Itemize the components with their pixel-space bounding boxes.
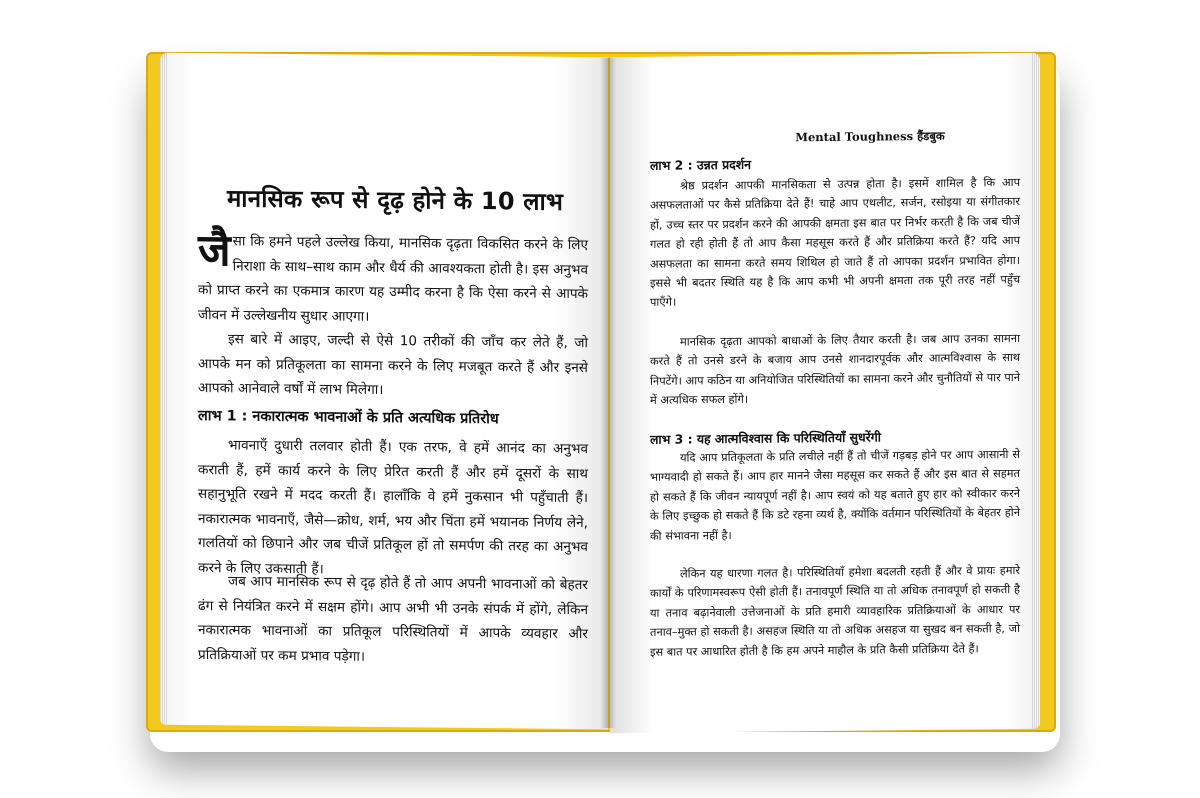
benefit-2-paragraph-1: श्रेष्ठ प्रदर्शन आपकी मानसिकता से उत्पन्न होता है। इसमें शामिल है कि आप असफलताओं पर कैसे प्रतिक्रिया देते हैं! चाहे आप एथलीट, सर्जन, रसोइया या संगीतकार हों, उच्च स्तर पर प्रदर्शन करने की आपकी क्षमता इस बात पर निर्भर करती है कि जब चीजें गलत हो रही होती हैं तो आप कैसा महसूस करते हैं और प्रतिक्रिया करते हैं? यदि आप असफलता का सामना करते समय शिथिल हो जाते हैं तो आपका प्रदर्शन प्रभावित होगा। इससे भी बदतर स्थिति यह है कि आप कभी भी अपनी क्षमता तक पूरी तरह नहीं पहुँच पाएँगे। xyxy=(650,175,1020,310)
intro-paragraph-2: इस बारे में आइए, जल्दी से ऐसे 10 तरीकों की जाँच कर लेते हैं, जो आपके मन को प्रतिकूलता का सामना करने के लिए मजबूत करते हैं और इनसे आपको आनेवाले वर्षों में लाभ मिलेगा। xyxy=(198,331,588,399)
book-gutter xyxy=(600,58,616,728)
benefit-1-paragraph-2: जब आप मानसिक रूप से दृढ़ होते हैं तो आप अपनी भावनाओं को बेहतर ढंग से नियंत्रित करने में सक्षम होंगे। आप अभी भी उनके संपर्क में होंगे, लेकिन नकारात्मक भावनाओं का प्रतिकूल परिस्थितियों में आपके व्यवहार और प्रतिक्रियाओं पर कम प्रभाव पड़ेगा। xyxy=(198,573,588,665)
benefit-3-paragraph-1: यदि आप प्रतिकूलता के प्रति लचीले नहीं हैं तो चीजें गड़बड़ होने पर आप आसानी से भाग्यवादी हो सकते हैं। आप हार मानने जैसा महसूस कर सकते हैं और इस बात से सहमत हो सकते हैं कि जीवन न्यायपूर्ण नहीं है। आप स्वयं को यह बताते हुए हार को स्वीकार करने के लिए इच्छुक हो सकते हैं कि डटे रहना व्यर्थ है, क्योंकि वर्तमान परिस्थितियों के बेहतर होने की संभावना नहीं है। xyxy=(650,447,1020,543)
left-page-edge xyxy=(160,53,168,725)
chapter-title: मानसिक रूप से दृढ़ होने के 10 लाभ xyxy=(226,184,564,216)
benefit-3-paragraph-2: लेकिन यह धारणा गलत है। परिस्थितियाँ हमेशा बदलती रहती हैं और वे प्रायः हमारे कार्यों के परिणामस्वरूप ऐसी होती हैं। तनावपूर्ण स्थिति या तो अधिक तनावपूर्ण हो सकती है या तनाव बढ़ानेवाली उत्तेजनाओं के प्रति हमारी व्यावहारिक प्रतिक्रियाओं के आधार पर तनाव–मुक्त हो सकती है। असहज स्थिति या तो अधिक असहज या सुखद बन सकती है, जो इस बात पर आधारित होती है कि हम अपने माहौल के प्रति कैसी प्रतिक्रिया देते हैं। xyxy=(650,563,1020,659)
benefit-1-heading: लाभ 1 : नकारात्मक भावनाओं के प्रति अत्यधिक प्रतिरोध xyxy=(198,408,499,428)
intro-text: सा कि हमने पहले उल्लेख किया, मानसिक दृढ़ता विकसित करने के लिए निराशा के साथ–साथ काम और धैर्य की आवश्यकता होती है। इस अनुभव को प्राप्त करने का एकमात्र कारण यह उम्मीद करना है कि ऐसा करने से आपके जीवन में उल्लेखनीय सुधार आएगा। xyxy=(198,233,588,325)
running-head: Mental Toughness हैंडबुक xyxy=(795,128,945,145)
right-page xyxy=(610,53,1040,734)
benefit-2-heading: लाभ 2 : उन्नत प्रदर्शन xyxy=(650,156,751,173)
drop-cap: जै xyxy=(198,225,231,277)
left-page xyxy=(160,53,608,730)
right-page-edge xyxy=(1032,53,1040,729)
benefit-2-paragraph-2: मानसिक दृढ़ता आपको बाधाओं के लिए तैयार करती है। जब आप उनका सामना करते हैं तो उनसे डरने के बजाय आप उनसे शानदारपूर्वक और आत्मविश्वास के साथ निपटेंगे। आप कठिन या अनियोजित परिस्थितियों का सामना करने और चुनौतियों से पार पाने में अत्यधिक सफल होंगे। xyxy=(650,331,1020,408)
benefit-1-paragraph-1: भावनाएँ दुधारी तलवार होती हैं। एक तरफ, वे हमें आनंद का अनुभव कराती हैं, हमें कार्य करने के लिए प्रेरित करती हैं और हमें दूसरों के साथ सहानुभूति रखने में मदद करती हैं। हालाँकि वे हमें नुकसान भी पहुँचाती हैं। नकारात्मक भावनाएँ, जैसे—क्रोध, शर्म, भय और चिंता हमें भयानक निर्णय लेने, गलतियों को छिपाने और जब चीजें प्रतिकूल हों तो समर्पण की तरह का अनुभव करने के लिए उकसाती हैं। xyxy=(198,437,588,578)
benefit-3-heading: लाभ 3 : यह आत्मविश्वास कि परिस्थितियाँ सुधरेंगी xyxy=(650,429,881,447)
intro-paragraph xyxy=(198,225,588,331)
